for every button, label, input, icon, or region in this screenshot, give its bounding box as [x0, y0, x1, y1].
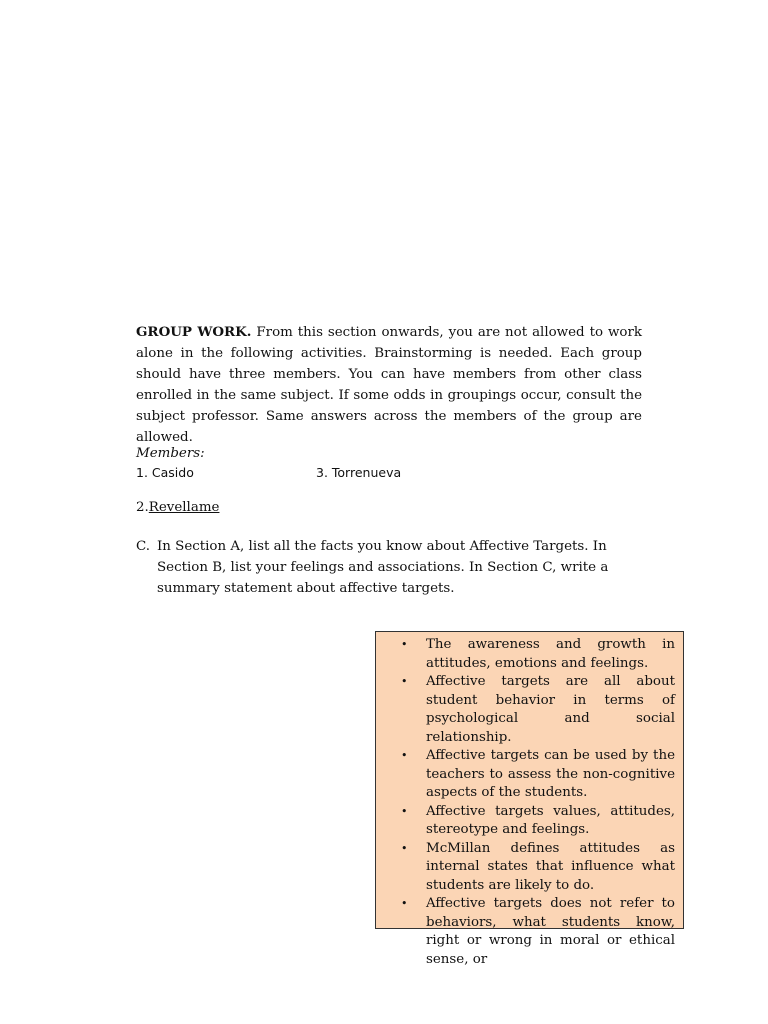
- fact-text: McMillan defines attitudes as internal states that influence what students are likely to do.: [426, 840, 675, 893]
- fact-item: [376, 803, 675, 840]
- bullet-icon: •: [401, 841, 408, 855]
- affective-targets-facts-box: [375, 631, 684, 967]
- group-work-paragraph: [136, 322, 642, 448]
- fact-item: [376, 636, 675, 673]
- fact-item: [376, 673, 675, 747]
- group-work-instructions: From this section onwards, you are not allowed to work alone in the following activities. Brainstorming is needed. Each group should have three members. You can have members from other class enrolled in the same subject. If some odds in groupings occur, consult the subject professor. Same answers across the members of the group are allowed.: [136, 325, 642, 445]
- fact-text: Affective targets are all about student behavior in terms of psychological and social relationship.: [426, 674, 675, 745]
- member-2-name: Revellame: [148, 500, 220, 515]
- facts-list: [376, 632, 683, 969]
- member-2-number: 2.: [136, 500, 149, 515]
- section-c-letter: C.: [136, 539, 151, 554]
- fact-text: Affective targets does not refer to behaviors, what students know, right or wrong in moral or ethical sense, or: [426, 896, 675, 967]
- fact-item: [376, 895, 675, 969]
- fact-item: [376, 747, 675, 803]
- member-1: 1. Casido: [136, 465, 194, 480]
- fact-text: Affective targets can be used by the teachers to assess the non-cognitive aspects of the students.: [426, 748, 675, 800]
- fact-text: Affective targets values, attitudes, stereotype and feelings.: [426, 803, 675, 837]
- fact-text: The awareness and growth in attitudes, emotions and feelings.: [426, 637, 675, 671]
- member-3: 3. Torrenueva: [316, 465, 402, 480]
- bullet-icon: •: [401, 638, 408, 651]
- fact-item: [376, 840, 675, 896]
- group-work-heading: GROUP WORK.: [136, 324, 252, 340]
- members-label: Members:: [136, 446, 205, 461]
- section-c-instruction: [136, 536, 642, 599]
- bullet-icon: •: [401, 675, 408, 688]
- bullet-icon: •: [401, 749, 408, 762]
- bullet-icon: •: [401, 897, 408, 910]
- bullet-icon: •: [401, 804, 408, 818]
- member-2: [136, 500, 219, 515]
- section-c-text: In Section A, list all the facts you know about Affective Targets. In Section B, list your feelings and associations. In Section C, write a summary statement about affective targets.: [157, 539, 609, 596]
